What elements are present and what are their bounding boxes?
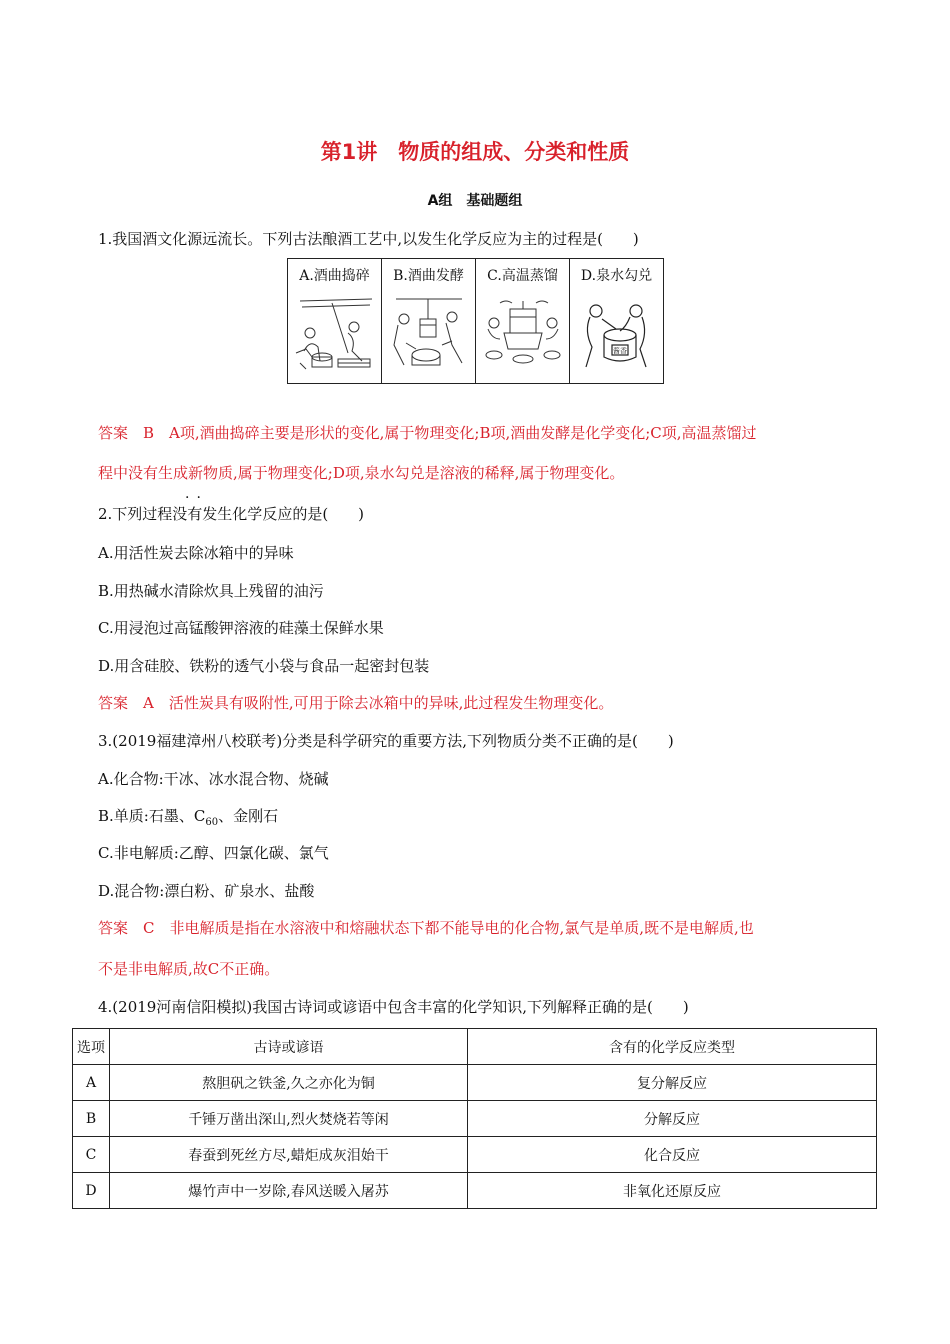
emphasis-dots: ·· xyxy=(185,490,208,506)
q2-option-b: B.用热碱水清除炊具上残留的油污 xyxy=(98,582,324,600)
jar-seal-text: 酱香 xyxy=(612,347,627,355)
table-header-cell: 古诗或谚语 xyxy=(110,1029,468,1065)
q1-stem: 1.我国酒文化源远流长。下列古法酿酒工艺中,以发生化学反应为主的过程是( ) xyxy=(98,230,639,248)
table-cell: C xyxy=(73,1137,110,1173)
q1-option-d-label: D.泉水勾兑 xyxy=(580,268,653,284)
table-cell: 非氧化还原反应 xyxy=(468,1173,877,1209)
table-row xyxy=(73,1065,877,1101)
table-cell: 复分解反应 xyxy=(468,1065,877,1101)
table-cell: 分解反应 xyxy=(468,1101,877,1137)
q1-option-b xyxy=(382,259,476,384)
page-title: 第1讲 物质的组成、分类和性质 xyxy=(320,140,630,164)
q3-option-c: C.非电解质:乙醇、四氯化碳、氯气 xyxy=(98,844,329,862)
q1-answer-line2: 程中没有生成新物质,属于物理变化;D项,泉水勾兑是溶液的稀释,属于物理变化。 xyxy=(98,464,625,482)
table-header-cell: 选项 xyxy=(73,1029,110,1065)
q1-option-c-label: C.高温蒸馏 xyxy=(487,268,558,284)
q1-option-b-label: B.酒曲发酵 xyxy=(393,268,464,284)
q1-answer-line1: 答案 B A项,酒曲捣碎主要是形状的变化,属于物理变化;B项,酒曲发酵是化学变化;C项,高温蒸馏过 xyxy=(98,424,757,442)
section-heading: A组 基础题组 xyxy=(427,193,523,209)
q3-answer-line2: 不是非电解质,故C不正确。 xyxy=(98,960,280,978)
table-cell: A xyxy=(73,1065,110,1101)
q2-answer: 答案 A 活性炭具有吸附性,可用于除去冰箱中的异味,此过程发生物理变化。 xyxy=(98,694,614,712)
q4-table xyxy=(72,1028,877,1209)
q4-stem: 4.(2019河南信阳模拟)我国古诗词或谚语中包含丰富的化学知识,下列解释正确的是( ) xyxy=(98,998,689,1016)
table-cell: D xyxy=(73,1173,110,1209)
table-cell: 千锤万凿出深山,烈火焚烧若等闲 xyxy=(110,1101,468,1137)
table-cell: 化合反应 xyxy=(468,1137,877,1173)
q2-option-c: C.用浸泡过高锰酸钾溶液的硅藻土保鲜水果 xyxy=(98,619,384,637)
q3-option-d: D.混合物:漂白粉、矿泉水、盐酸 xyxy=(98,882,315,900)
q3-option-b xyxy=(98,805,278,828)
q1-option-a-label: A.酒曲捣碎 xyxy=(299,268,370,284)
distilling-illustration xyxy=(480,293,566,371)
q1-option-c xyxy=(476,259,570,384)
table-row xyxy=(73,1137,877,1173)
q2-option-d: D.用含硅胶、铁粉的透气小袋与食品一起密封包装 xyxy=(98,657,430,675)
q1-option-d xyxy=(570,259,664,384)
q3-stem: 3.(2019福建漳州八校联考)分类是科学研究的重要方法,下列物质分类不正确的是( ) xyxy=(98,732,674,750)
q3-option-b-subscript: 60 xyxy=(205,817,219,828)
blending-illustration xyxy=(574,293,660,371)
q1-options-table xyxy=(287,258,664,384)
table-row xyxy=(73,1173,877,1209)
table-cell: B xyxy=(73,1101,110,1137)
q3-option-b-post: 、金刚石 xyxy=(218,807,279,825)
q2-option-a: A.用活性炭去除冰箱中的异味 xyxy=(98,544,294,562)
table-header-row xyxy=(73,1029,877,1065)
q3-option-b-pre: B.单质:石墨、C xyxy=(98,807,206,825)
table-cell: 爆竹声中一岁除,春风送暖入屠苏 xyxy=(110,1173,468,1209)
table-cell: 春蚕到死丝方尽,蜡炬成灰泪始干 xyxy=(110,1137,468,1173)
table-row xyxy=(73,1101,877,1137)
q3-option-a: A.化合物:干冰、冰水混合物、烧碱 xyxy=(98,770,329,788)
q1-option-a xyxy=(288,259,382,384)
table-header-cell: 含有的化学反应类型 xyxy=(468,1029,877,1065)
crushing-illustration xyxy=(292,293,378,371)
q3-answer-line1: 答案 C 非电解质是指在水溶液中和熔融状态下都不能导电的化合物,氯气是单质,既不是电解质,也 xyxy=(98,919,754,937)
fermenting-illustration xyxy=(386,293,472,371)
q2-stem: 2.下列过程没有发生化学反应的是( ) xyxy=(98,505,365,523)
table-cell: 熬胆矾之铁釜,久之亦化为铜 xyxy=(110,1065,468,1101)
